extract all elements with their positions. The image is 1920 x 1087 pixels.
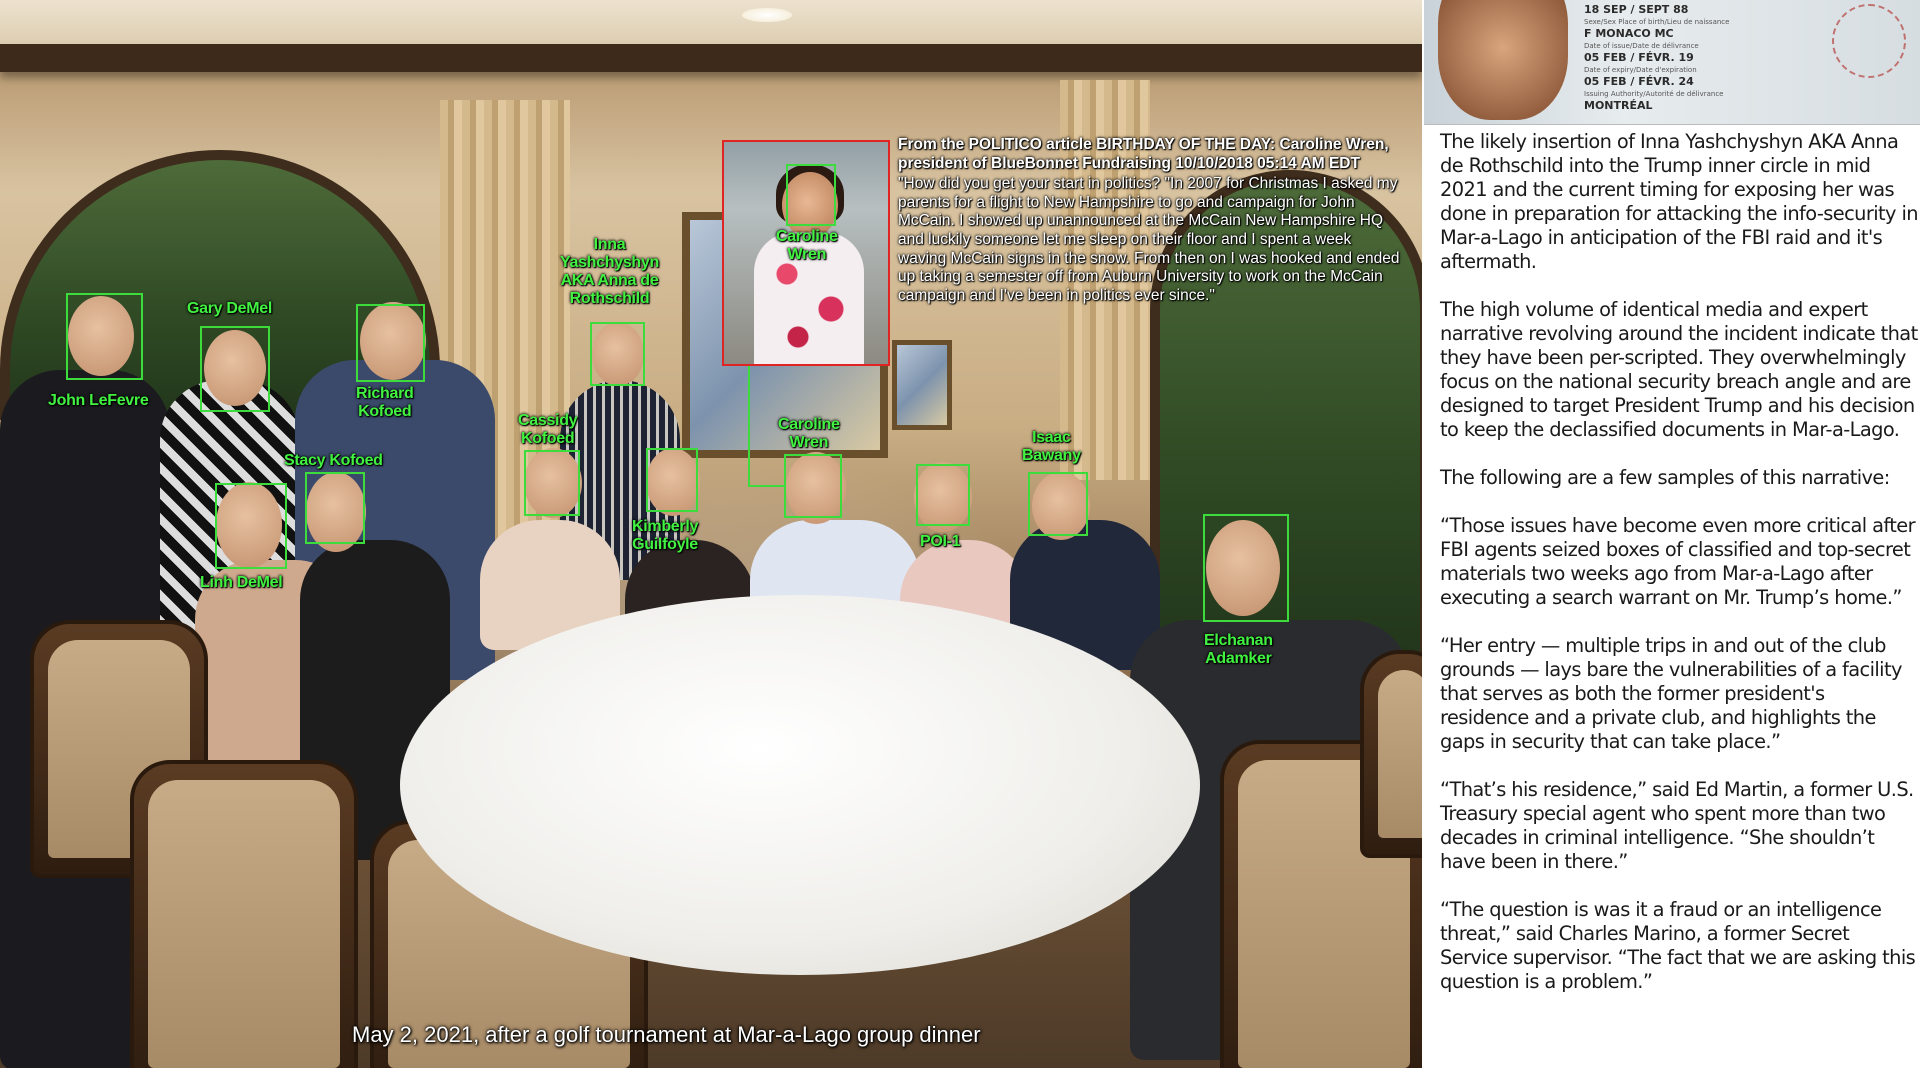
article-quote: "How did you get your start in politics? "In 2007 for Christmas I asked my parents for a flight to New Hampshire to go and campaign for John McCain. I showed up unannounced at the McCain New Hampshire HQ and luckily someone let me sleep on their floor and I spent a week waving McCain signs in the snow. From then on I was hooked and ended up taking a semester off from Auburn University to work on the McCain campaign and I've been in politics ever since.": [898, 175, 1400, 304]
face-box-inset: [786, 164, 836, 226]
face-box-inna-yashchyshyn: [590, 322, 645, 386]
label-cassidy-kofoed: Cassidy Kofoed: [518, 412, 578, 447]
label-inset-caroline-wren: Caroline Wren: [776, 228, 838, 263]
commentary-paragraph: The following are a few samples of this narrative:: [1440, 466, 1890, 489]
commentary-quote: “That’s his residence,” said Ed Martin, a former U.S. Treasury special agent who spent more than two decades in criminal intelligence. “She shouldn’t have been in there.”: [1440, 778, 1914, 873]
label-kimberly-guilfoyle: Kimberly Guilfoyle: [632, 518, 699, 553]
commentary-quote: “Those issues have become even more critical after FBI agents seized boxes of classified and top-secret materials two weeks ago from Mar-a-Lago after executing a search warrant on Mr. Trump’s home.”: [1440, 514, 1915, 609]
label-isaac-bawany: Isaac Bawany: [1022, 429, 1081, 464]
passport-field-caption: Issuing Authority/Autorité de délivrance: [1584, 90, 1724, 98]
label-linh-demel: Linh DeMel: [200, 574, 283, 591]
label-inna-yashchyshyn: Inna Yashchyshyn AKA Anna de Rothschild: [560, 236, 659, 307]
face-box-kimberly-guilfoyle: [646, 448, 698, 512]
dining-chair: [130, 760, 358, 1068]
face-box-isaac-bawany: [1028, 472, 1088, 536]
passport-birthdate: 18 SEP / SEPT 88: [1584, 3, 1689, 16]
article-header: From the POLITICO article BIRTHDAY OF THE DAY: Caroline Wren, president of BlueBonnet Fundraising 10/10/2018 05:14 AM EDT: [898, 136, 1389, 172]
face-box-richard-kofoed: [356, 304, 425, 382]
label-john-lefevre: John LeFevre: [48, 392, 149, 409]
passport-sex-place: F MONACO MC: [1584, 27, 1674, 40]
face-box-cassidy-kofoed: [524, 450, 580, 516]
face-box-stacy-kofoed: [305, 472, 365, 544]
commentary-quote: “Her entry — multiple trips in and out of the club grounds — lays bare the vulnerabilities of a facility that serves as both the former president's residence and a private club, and highlights the gaps in security that can take place.”: [1440, 634, 1902, 753]
connector-line: [748, 485, 786, 487]
ceiling-beam: [0, 44, 1422, 72]
label-richard-kofoed: Richard Kofoed: [356, 385, 414, 420]
ceiling-light: [742, 8, 792, 22]
passport-image: [1424, 0, 1920, 125]
face-box-poi-1: [916, 464, 970, 526]
passport-field-caption: Date of issue/Date de délivrance: [1584, 42, 1699, 50]
passport-seal-icon: [1832, 4, 1906, 78]
commentary-paragraph: The high volume of identical media and expert narrative revolving around the incident indicate that they have been per-scripted. They overwhelmingly focus on the national security breach angle and are designed to target President Trump and his decision to keep the declassified documents in Mar-a-Lago.: [1440, 298, 1918, 441]
label-stacy-kofoed: Stacy Kofoed: [284, 452, 383, 469]
commentary-paragraph: The likely insertion of Inna Yashchyshyn AKA Anna de Rothschild into the Trump inner circle in mid 2021 and the current timing for exposing her was done in preparation for attacking the info-security in Mar-a-Lago in anticipation of the FBI raid and it's aftermath.: [1440, 130, 1918, 273]
face-box-john-lefevre: [66, 293, 143, 380]
label-elchanan-adamker: Elchanan Adamker: [1204, 632, 1273, 667]
passport-issue-date: 05 FEB / FÉVR. 19: [1584, 51, 1694, 64]
passport-field-caption: Sexe/Sex Place of birth/Lieu de naissance: [1584, 18, 1730, 26]
inset-photo: [722, 140, 890, 366]
face-box-gary-demel: [200, 326, 270, 412]
dining-chair: [1360, 650, 1422, 858]
face-box-linh-demel: [215, 483, 287, 569]
passport-field-caption: Date of expiry/Date d'expiration: [1584, 66, 1697, 74]
commentary-quote: “The question is was it a fraud or an intelligence threat,” said Charles Marino, a former Secret Service supervisor. “The fact that we are asking this question is a problem.”: [1440, 898, 1916, 993]
face-box-caroline-wren: [784, 454, 842, 518]
round-dining-table: [400, 595, 1200, 975]
label-caroline-wren: Caroline Wren: [778, 416, 840, 451]
commentary-column: [1440, 130, 1918, 1018]
passport-photo: [1438, 0, 1568, 120]
photo-caption: May 2, 2021, after a golf tournament at Mar-a-Lago group dinner: [352, 1022, 981, 1047]
article-quote-block: [898, 136, 1400, 305]
label-gary-demel: Gary DeMel: [187, 300, 273, 317]
framed-picture-small: [892, 340, 952, 430]
passport-issuing-authority: MONTRÉAL: [1584, 99, 1653, 112]
passport-expiry-date: 05 FEB / FÉVR. 24: [1584, 75, 1694, 88]
label-poi-1: POI-1: [920, 533, 961, 550]
face-box-elchanan-adamker: [1203, 514, 1289, 622]
passport-fields: [1584, 4, 1729, 112]
